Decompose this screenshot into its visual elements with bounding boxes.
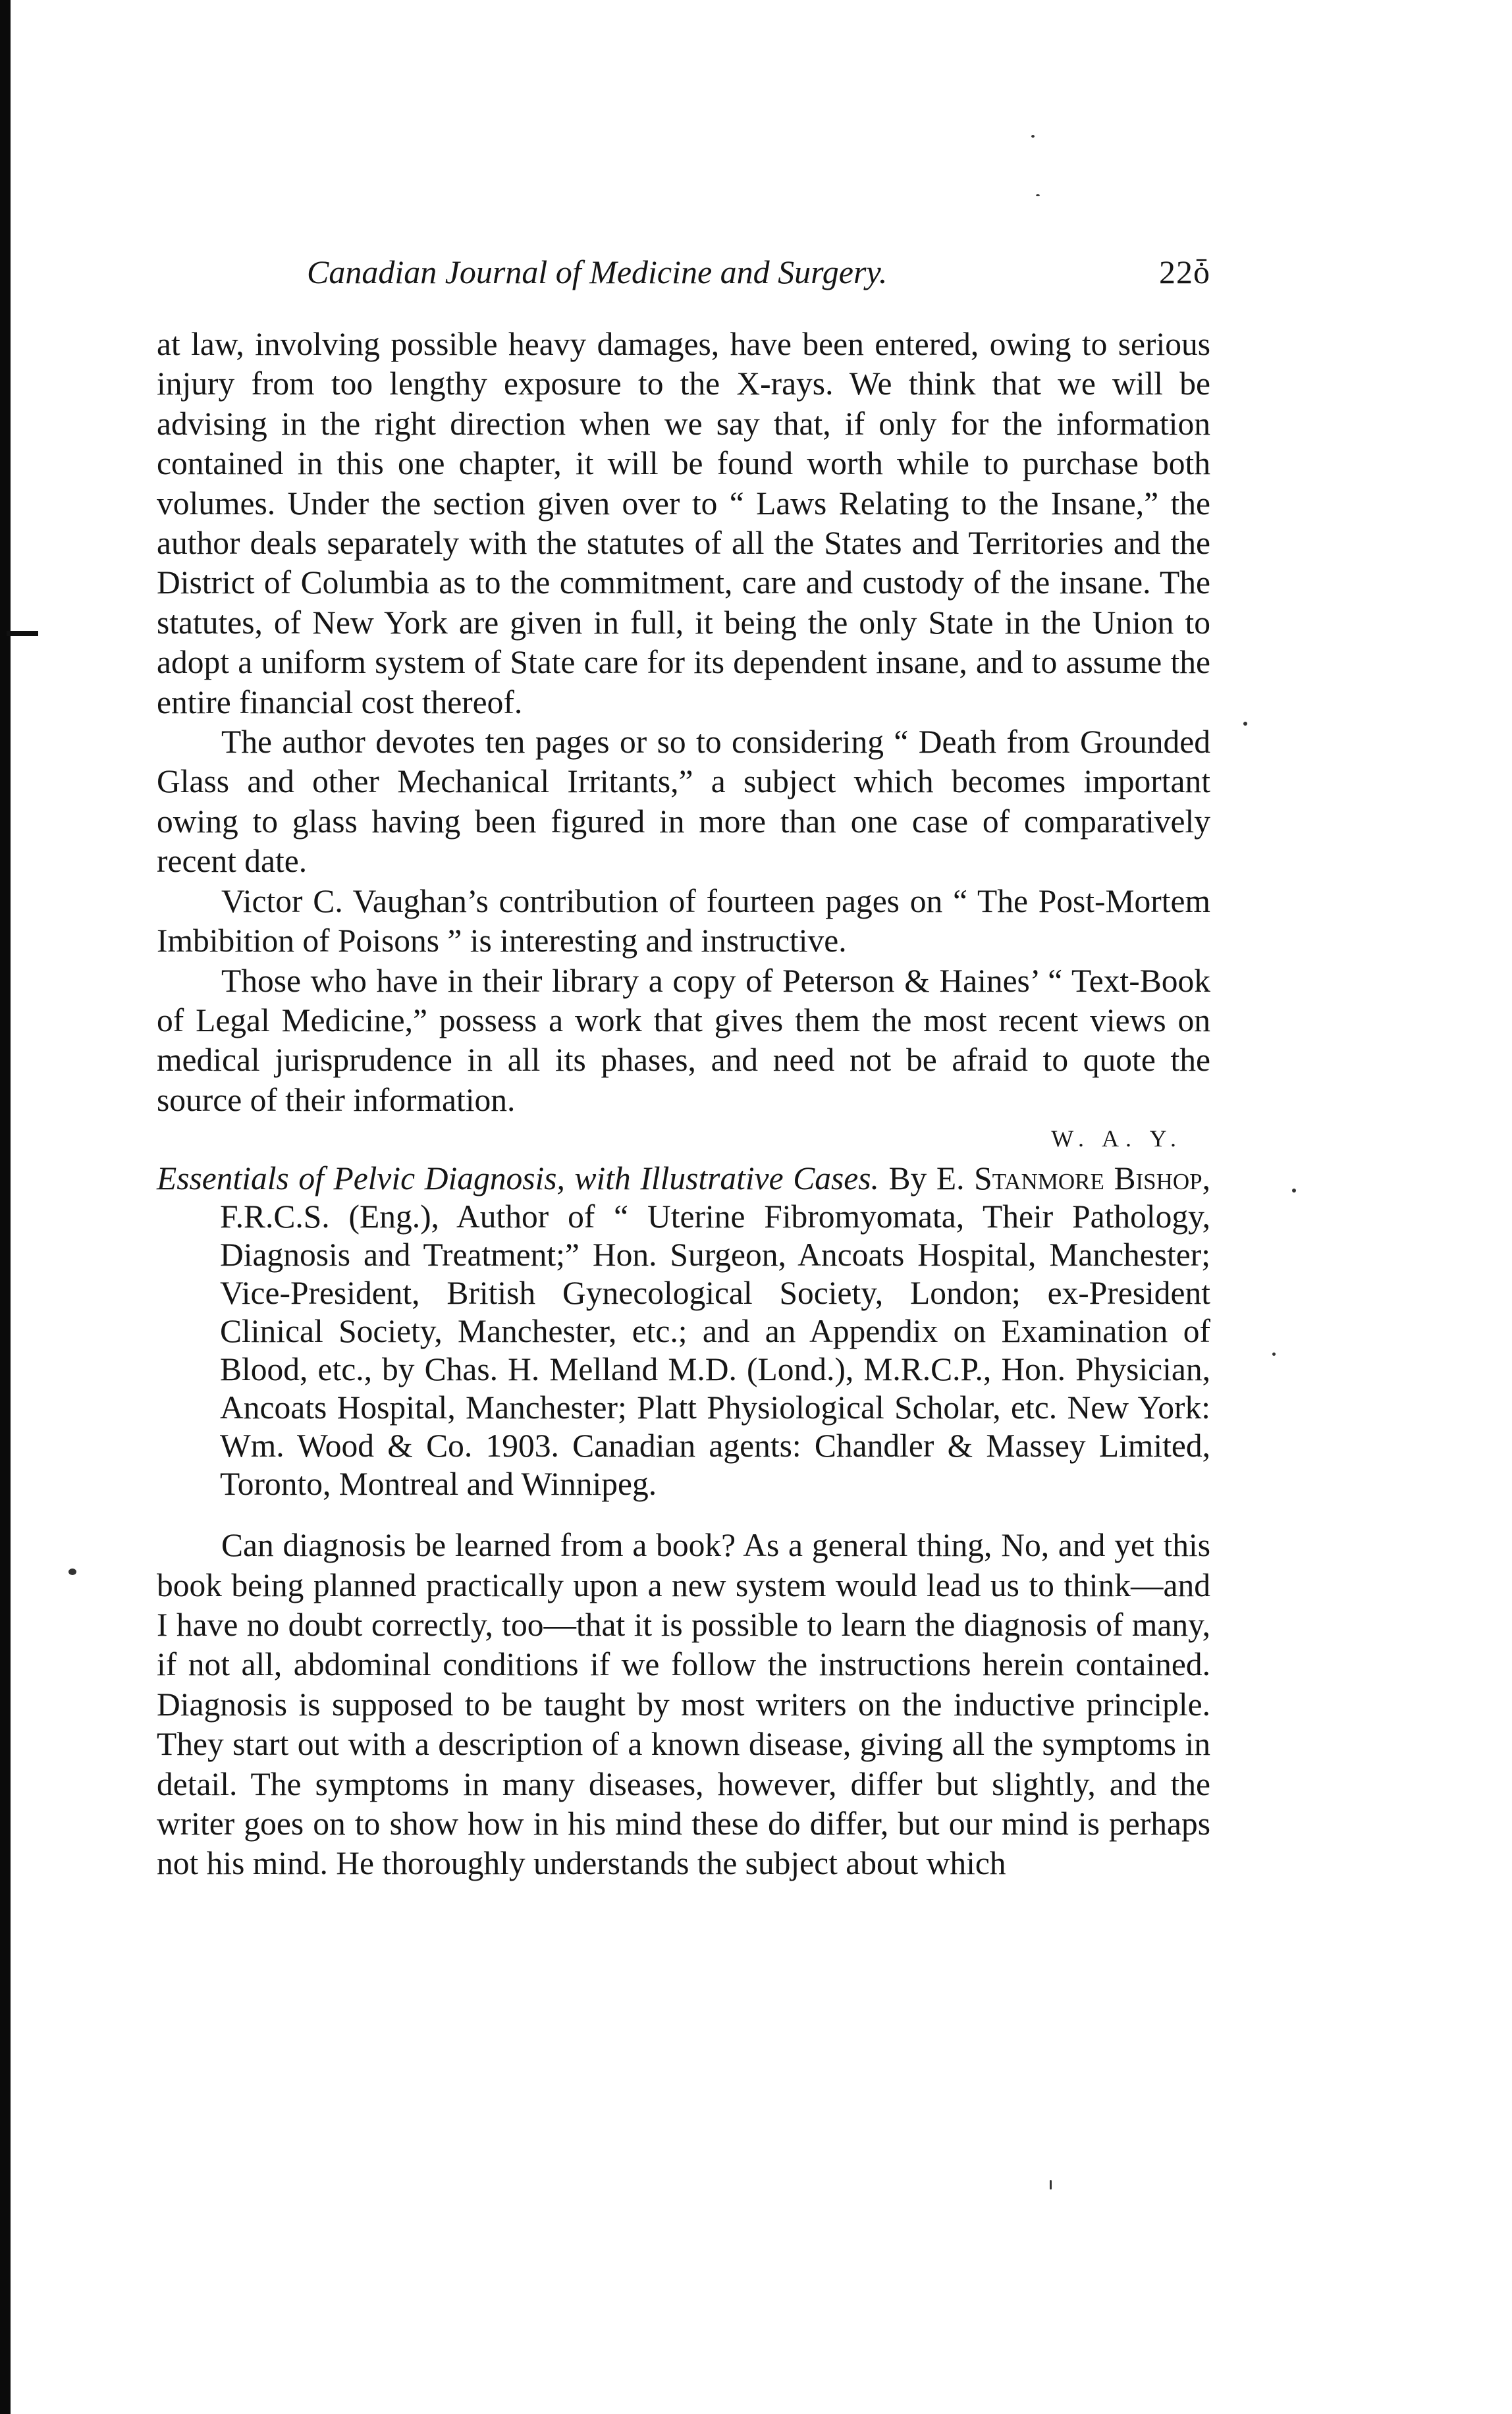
review-paragraph: at law, involving possible heavy damages, have been entered, owing to serious injury from too lengthy exposure to the X-rays. We think that we will be advising in the right direction when we say that, if only for the information contained in this one chapter, it will be found worth while to purchase both volumes. Under the section given over to “ Laws Relating to the Insane,” the author deals separately with the statutes of all the States and Territories and the District of Columbia as to the commitment, care and custody of the insane. The statutes, of New York are given in full, it being the only State in the Union to adopt a uniform system of State care for its dependent insane, and to assume the entire financial cost thereof. xyxy=(157,326,1210,720)
scan-speck xyxy=(1272,1353,1276,1356)
book-citation xyxy=(157,1160,1210,1503)
reviewer-initials: W. A. Y. xyxy=(1051,1125,1183,1152)
scan-speck xyxy=(1036,194,1040,196)
citation-details: , F.R.C.S. (Eng.), Author of “ Uterine Fibromyomata, Their Pathology, Diagnosis and Treatment;” Hon. Surgeon, Ancoats Hospital, Manchester; Vice-President, British Gynecological Society, London; ex-President Clinical Society, Manchester, etc.; and an Appendix on Examination of Blood, etc., by Chas. H. Melland M.D. (Lond.), M.R.C.P., Hon. Physician, Ancoats Hospital, Manchester; Platt Physiological Scholar, etc. New York: Wm. Wood & Co. 1903. Canadian agents: Chandler & Massey Limited, Toronto, Montreal and Winnipeg. xyxy=(220,1160,1210,1503)
scan-speck xyxy=(1243,722,1247,726)
review-paragraph: Those who have in their library a copy of Peterson & Haines’ “ Text-Book of Legal Medicine,” possess a work that gives them the most recent views on medical jurisprudence in all its phases, and need not be afraid to quote the source of their information. xyxy=(157,962,1210,1118)
scan-edge-mark xyxy=(7,631,38,636)
citation-by: By E. xyxy=(878,1160,975,1197)
review-one xyxy=(157,325,1210,1153)
review-two xyxy=(157,1526,1210,1884)
scan-speck xyxy=(1292,1189,1296,1193)
scan-binding-edge xyxy=(0,0,11,2414)
scan-speck xyxy=(68,1569,76,1575)
page-number: 22ȱ xyxy=(1159,254,1210,290)
journal-page xyxy=(157,249,1210,1884)
scan-speck xyxy=(1031,135,1035,138)
book-title: Essentials of Pelvic Diagnosis, with Illustrative Cases. xyxy=(157,1160,879,1197)
review-paragraph: Victor C. Vaughan’s contribution of fourteen pages on “ The Post-Mortem Imbibition of Poisons ” is interesting and instructive. xyxy=(157,882,1210,959)
running-header xyxy=(307,249,1210,295)
review-paragraph: Can diagnosis be learned from a book? As a general thing, No, and yet this book being planned practically upon a new system would lead us to think—and I have no doubt correctly, too—that it is possible to learn the diagnosis of many, if not all, abdominal conditions if we follow the instructions herein contained. Diagnosis is supposed to be taught by most writers on the inductive principle. They start out with a description of a known disease, giving all the symptoms in detail. The symptoms in many diseases, however, differ but slightly, and the writer goes on to show how in his mind these do differ, but our mind is perhaps not his mind. He thoroughly understands the subject about which xyxy=(157,1527,1210,1882)
scan-speck xyxy=(1050,2180,1052,2189)
review-paragraph: The author devotes ten pages or so to considering “ Death from Grounded Glass and other Mechanical Irritants,” a subject which becomes important owing to glass having been figured in more than one case of comparatively recent date. xyxy=(157,724,1210,880)
journal-title: Canadian Journal of Medicine and Surgery. xyxy=(307,254,888,290)
book-author: Stanmore Bishop xyxy=(974,1160,1202,1197)
